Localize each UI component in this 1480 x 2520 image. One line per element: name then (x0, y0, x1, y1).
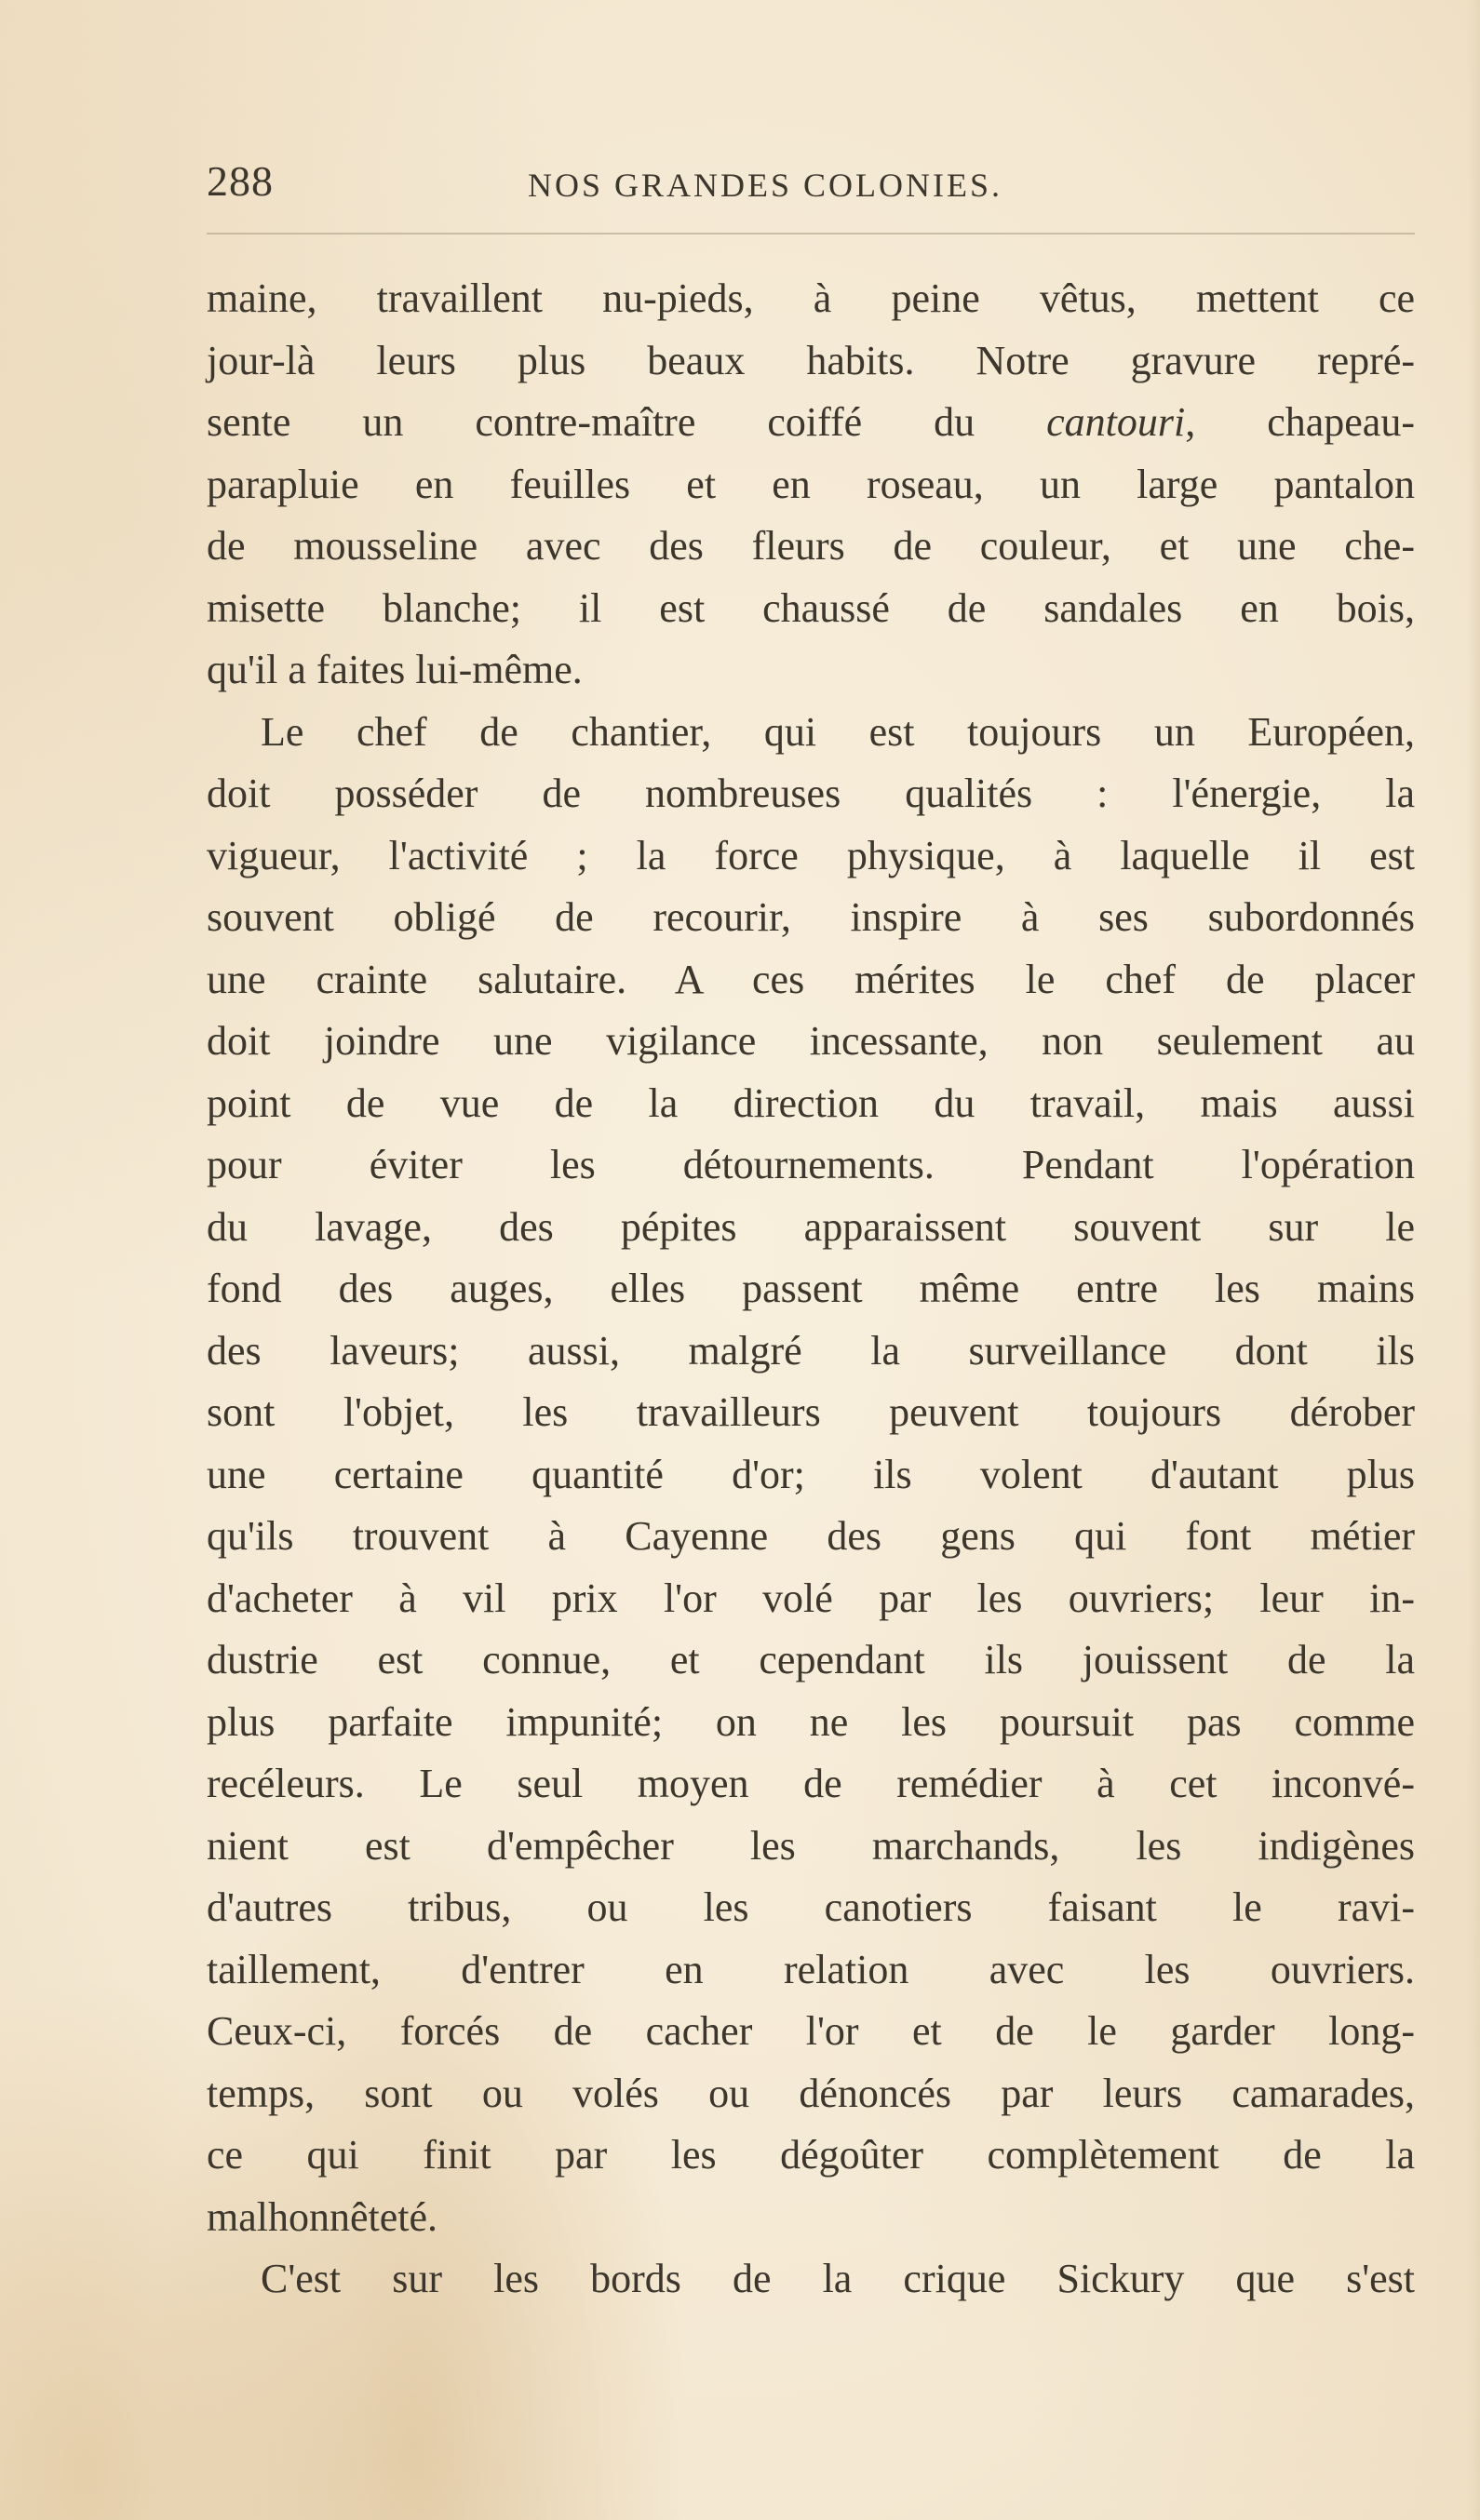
text-line: parapluie en feuilles et en roseau, un large pantalon (207, 461, 1415, 507)
text-line: pour éviter les détournements. Pendant l'opération (207, 1142, 1415, 1187)
text-line: des laveurs; aussi, malgré la surveillance dont ils (207, 1327, 1415, 1374)
text-line: qu'ils trouvent à Cayenne des gens qui font métier (207, 1513, 1415, 1559)
paragraph-first-line: Le chef de chantier, qui est toujours un Européen, (261, 708, 1415, 755)
running-head (207, 154, 1415, 209)
text-line: souvent obligé de recourir, inspire à ses subordonnés (207, 894, 1415, 940)
running-title: NOS GRANDES COLONIES. (528, 167, 1003, 204)
text-line: nient est d'empêcher les marchands, les indigènes (207, 1822, 1415, 1869)
italic-term: cantouri (1046, 399, 1186, 445)
text-segment: sente un contre-maître coiffé du (207, 399, 1047, 445)
text-line: d'autres tribus, ou les canotiers faisant le ravi- (207, 1884, 1415, 1930)
page-number: 288 (207, 157, 274, 205)
text-line: recéleurs. Le seul moyen de remédier à cet inconvé- (207, 1761, 1415, 1806)
text-line: ce qui finit par les dégoûter complètement de la (207, 2132, 1415, 2178)
text-line: vigueur, l'activité ; la force physique, à laquelle il est (207, 832, 1415, 878)
text-line: une certaine quantité d'or; ils volent d'autant plus (207, 1451, 1415, 1497)
text-line: fond des auges, elles passent même entre les mains (207, 1266, 1415, 1311)
paragraph-end-line: qu'il a faites lui-même. (207, 647, 583, 692)
text-line: misette blanche; il est chaussé de sandales en bois, (207, 584, 1415, 631)
paragraph-end-line: malhonnêteté. (207, 2193, 438, 2240)
header-rule (207, 233, 1415, 235)
text-line: temps, sont ou volés ou dénoncés par leurs camarades, (207, 2070, 1415, 2116)
text-line (207, 392, 1415, 454)
text-line: d'acheter à vil prix l'or volé par les ouvriers; leur in- (207, 1575, 1415, 1621)
text-line: doit joindre une vigilance incessante, non seulement au (207, 1018, 1415, 1064)
text-line: plus parfaite impunité; on ne les poursuit pas comme (207, 1698, 1415, 1745)
text-line: taillement, d'entrer en relation avec les ouvriers. (207, 1946, 1415, 1992)
text-line: point de vue de la direction du travail, mais aussi (207, 1079, 1415, 1126)
text-line: maine, travaillent nu-pieds, à peine vêtus, mettent ce (207, 275, 1415, 321)
text-line: dustrie est connue, et cependant ils jouissent de la (207, 1637, 1415, 1682)
text-line: une crainte salutaire. A ces mérites le chef de placer (207, 956, 1415, 1002)
text-line: sont l'objet, les travailleurs peuvent toujours dérober (207, 1389, 1415, 1435)
body-text (207, 268, 1415, 2311)
page-edge-shadow (1467, 0, 1480, 2520)
text-line: Ceux-ci, forcés de cacher l'or et de le garder long- (207, 2008, 1415, 2054)
text-segment: , chapeau- (1185, 399, 1415, 445)
text-line: jour-là leurs plus beaux habits. Notre gravure repré- (207, 337, 1415, 383)
text-line: du lavage, des pépites apparaissent souvent sur le (207, 1203, 1415, 1250)
text-line: de mousseline avec des fleurs de couleur, et une che- (207, 523, 1415, 569)
paragraph-first-line: C'est sur les bords de la crique Sickury que s'est (261, 2256, 1415, 2301)
text-line: doit posséder de nombreuses qualités : l'énergie, la (207, 771, 1415, 816)
